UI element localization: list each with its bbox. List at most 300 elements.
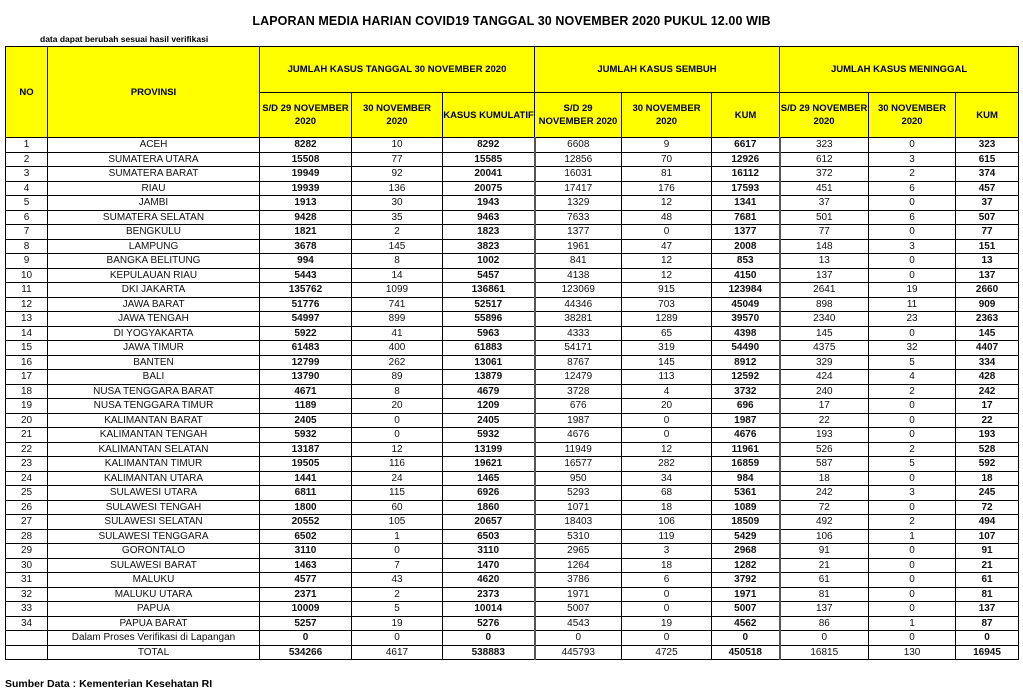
cell-kasus-kum: 8292 bbox=[443, 138, 535, 153]
cell-meninggal-sd: 526 bbox=[780, 442, 869, 457]
cell-sembuh-kum: 1089 bbox=[712, 500, 780, 515]
cell-meninggal-sd: 612 bbox=[780, 152, 869, 167]
cell-no: 33 bbox=[6, 602, 48, 617]
cell-provinsi: JAWA TIMUR bbox=[48, 341, 260, 356]
cell-kasus-sd: 9428 bbox=[260, 210, 352, 225]
table-row bbox=[6, 326, 1019, 341]
cell-sembuh-today: 3 bbox=[622, 544, 712, 559]
cell-kasus-sd: 1189 bbox=[260, 399, 352, 414]
cell-meninggal-sd: 145 bbox=[780, 326, 869, 341]
table-row bbox=[6, 239, 1019, 254]
cell-meninggal-today: 6 bbox=[869, 210, 956, 225]
cell-meninggal-today: 6 bbox=[869, 181, 956, 196]
cell-no: 26 bbox=[6, 500, 48, 515]
cell-meninggal-sd: 193 bbox=[780, 428, 869, 443]
cell-sembuh-today: 0 bbox=[622, 587, 712, 602]
cell-sembuh-today: 1289 bbox=[622, 312, 712, 327]
cell-kasus-today: 105 bbox=[352, 515, 443, 530]
table-row bbox=[6, 631, 1019, 646]
cell-sembuh-kum: 1987 bbox=[712, 413, 780, 428]
cell-kasus-today: 92 bbox=[352, 167, 443, 182]
cell-meninggal-today: 11 bbox=[869, 297, 956, 312]
cell-meninggal-kum: 37 bbox=[956, 196, 1019, 211]
cell-kasus-sd: 6502 bbox=[260, 529, 352, 544]
cell-meninggal-sd: 424 bbox=[780, 370, 869, 385]
cell-no: 11 bbox=[6, 283, 48, 298]
table-row bbox=[6, 341, 1019, 356]
cell-provinsi: MALUKU bbox=[48, 573, 260, 588]
cell-meninggal-kum: 193 bbox=[956, 428, 1019, 443]
cell-provinsi: Dalam Proses Verifikasi di Lapangan bbox=[48, 631, 260, 646]
cell-meninggal-kum: 17 bbox=[956, 399, 1019, 414]
cell-sembuh-today: 12 bbox=[622, 442, 712, 457]
cell-kasus-sd: 1800 bbox=[260, 500, 352, 515]
cell-sembuh-today: 20 bbox=[622, 399, 712, 414]
cell-sembuh-sd: 8767 bbox=[535, 355, 622, 370]
cell-meninggal-kum: 18 bbox=[956, 471, 1019, 486]
cell-kasus-today: 14 bbox=[352, 268, 443, 283]
cell-kasus-sd: 5922 bbox=[260, 326, 352, 341]
cell-kasus-sd: 4577 bbox=[260, 573, 352, 588]
cell-meninggal-sd: 137 bbox=[780, 602, 869, 617]
cell-meninggal-today: 5 bbox=[869, 457, 956, 472]
cell-kasus-sd: 2405 bbox=[260, 413, 352, 428]
cell-meninggal-today: 0 bbox=[869, 399, 956, 414]
cell-meninggal-kum: 72 bbox=[956, 500, 1019, 515]
cell-no: 12 bbox=[6, 297, 48, 312]
cell-no: 34 bbox=[6, 616, 48, 631]
cell-meninggal-kum: 4407 bbox=[956, 341, 1019, 356]
cell-sembuh-kum: 5361 bbox=[712, 486, 780, 501]
cell-sembuh-kum: 17593 bbox=[712, 181, 780, 196]
cell-meninggal-kum: 21 bbox=[956, 558, 1019, 573]
cell-sembuh-kum: 3792 bbox=[712, 573, 780, 588]
cell-meninggal-sd: 0 bbox=[780, 631, 869, 646]
cell-kasus-today: 41 bbox=[352, 326, 443, 341]
cell-kasus-sd: 15508 bbox=[260, 152, 352, 167]
cell-kasus-sd: 2371 bbox=[260, 587, 352, 602]
cell-meninggal-kum: 16945 bbox=[956, 645, 1019, 660]
cell-sembuh-kum: 696 bbox=[712, 399, 780, 414]
cell-meninggal-kum: 0 bbox=[956, 631, 1019, 646]
cell-kasus-today: 2 bbox=[352, 225, 443, 240]
cell-kasus-kum: 3823 bbox=[443, 239, 535, 254]
cell-no: 3 bbox=[6, 167, 48, 182]
cell-kasus-today: 12 bbox=[352, 442, 443, 457]
cell-no: 5 bbox=[6, 196, 48, 211]
table-row bbox=[6, 254, 1019, 269]
cell-meninggal-kum: 2660 bbox=[956, 283, 1019, 298]
cell-no: 17 bbox=[6, 370, 48, 385]
cell-provinsi: SUMATERA UTARA bbox=[48, 152, 260, 167]
cell-kasus-today: 8 bbox=[352, 254, 443, 269]
table-row bbox=[6, 515, 1019, 530]
cell-sembuh-sd: 5007 bbox=[535, 602, 622, 617]
cell-meninggal-sd: 492 bbox=[780, 515, 869, 530]
table-row bbox=[6, 442, 1019, 457]
cell-kasus-kum: 5963 bbox=[443, 326, 535, 341]
cell-sembuh-today: 0 bbox=[622, 631, 712, 646]
cell-kasus-today: 1099 bbox=[352, 283, 443, 298]
cell-meninggal-today: 2 bbox=[869, 167, 956, 182]
cell-meninggal-kum: 77 bbox=[956, 225, 1019, 240]
cell-kasus-today: 4617 bbox=[352, 645, 443, 660]
cell-sembuh-today: 145 bbox=[622, 355, 712, 370]
cell-provinsi: JAMBI bbox=[48, 196, 260, 211]
cell-kasus-kum: 1860 bbox=[443, 500, 535, 515]
cell-kasus-sd: 61483 bbox=[260, 341, 352, 356]
cell-kasus-sd: 1441 bbox=[260, 471, 352, 486]
cell-sembuh-kum: 0 bbox=[712, 631, 780, 646]
cell-provinsi: MALUKU UTARA bbox=[48, 587, 260, 602]
cell-sembuh-kum: 4676 bbox=[712, 428, 780, 443]
cell-meninggal-today: 0 bbox=[869, 471, 956, 486]
cell-provinsi: KALIMANTAN BARAT bbox=[48, 413, 260, 428]
cell-sembuh-kum: 450518 bbox=[712, 645, 780, 660]
table-row bbox=[6, 297, 1019, 312]
cell-sembuh-sd: 123069 bbox=[535, 283, 622, 298]
cell-kasus-kum: 1470 bbox=[443, 558, 535, 573]
cell-meninggal-sd: 81 bbox=[780, 587, 869, 602]
table-row bbox=[6, 558, 1019, 573]
cell-sembuh-today: 9 bbox=[622, 138, 712, 153]
cell-no: 21 bbox=[6, 428, 48, 443]
cell-sembuh-kum: 3732 bbox=[712, 384, 780, 399]
cell-kasus-kum: 20075 bbox=[443, 181, 535, 196]
cell-sembuh-today: 0 bbox=[622, 428, 712, 443]
cell-no: 6 bbox=[6, 210, 48, 225]
cell-provinsi: SULAWESI UTARA bbox=[48, 486, 260, 501]
cell-provinsi: NUSA TENGGARA TIMUR bbox=[48, 399, 260, 414]
cell-provinsi: SULAWESI SELATAN bbox=[48, 515, 260, 530]
cell-meninggal-sd: 77 bbox=[780, 225, 869, 240]
cell-kasus-kum: 3110 bbox=[443, 544, 535, 559]
table-row bbox=[6, 210, 1019, 225]
cell-meninggal-sd: 72 bbox=[780, 500, 869, 515]
cell-provinsi: PAPUA bbox=[48, 602, 260, 617]
cell-sembuh-today: 65 bbox=[622, 326, 712, 341]
cell-kasus-today: 77 bbox=[352, 152, 443, 167]
cell-meninggal-today: 3 bbox=[869, 152, 956, 167]
cell-meninggal-kum: 81 bbox=[956, 587, 1019, 602]
cell-sembuh-today: 70 bbox=[622, 152, 712, 167]
cell-sembuh-kum: 6617 bbox=[712, 138, 780, 153]
cell-kasus-sd: 1821 bbox=[260, 225, 352, 240]
cell-kasus-sd: 19939 bbox=[260, 181, 352, 196]
table-row bbox=[6, 181, 1019, 196]
cell-sembuh-kum: 12926 bbox=[712, 152, 780, 167]
cell-kasus-today: 899 bbox=[352, 312, 443, 327]
cell-meninggal-sd: 242 bbox=[780, 486, 869, 501]
cell-kasus-sd: 5443 bbox=[260, 268, 352, 283]
cell-sembuh-sd: 16031 bbox=[535, 167, 622, 182]
cell-meninggal-today: 19 bbox=[869, 283, 956, 298]
cell-no: 22 bbox=[6, 442, 48, 457]
cell-meninggal-sd: 106 bbox=[780, 529, 869, 544]
cell-kasus-today: 30 bbox=[352, 196, 443, 211]
cell-kasus-sd: 19505 bbox=[260, 457, 352, 472]
cell-kasus-sd: 13790 bbox=[260, 370, 352, 385]
cell-meninggal-kum: 137 bbox=[956, 602, 1019, 617]
cell-meninggal-sd: 240 bbox=[780, 384, 869, 399]
cell-meninggal-today: 130 bbox=[869, 645, 956, 660]
cell-no: 23 bbox=[6, 457, 48, 472]
cell-meninggal-kum: 428 bbox=[956, 370, 1019, 385]
cell-kasus-sd: 1463 bbox=[260, 558, 352, 573]
cell-kasus-today: 19 bbox=[352, 616, 443, 631]
cell-no: 9 bbox=[6, 254, 48, 269]
cell-kasus-sd: 54997 bbox=[260, 312, 352, 327]
cell-kasus-kum: 5457 bbox=[443, 268, 535, 283]
cell-meninggal-kum: 91 bbox=[956, 544, 1019, 559]
cell-no: 31 bbox=[6, 573, 48, 588]
cell-meninggal-today: 3 bbox=[869, 239, 956, 254]
cell-sembuh-kum: 5007 bbox=[712, 602, 780, 617]
cell-kasus-sd: 3678 bbox=[260, 239, 352, 254]
table-row bbox=[6, 602, 1019, 617]
table-row bbox=[6, 167, 1019, 182]
cell-sembuh-sd: 4333 bbox=[535, 326, 622, 341]
cell-kasus-kum: 52517 bbox=[443, 297, 535, 312]
cell-kasus-today: 24 bbox=[352, 471, 443, 486]
cell-meninggal-today: 0 bbox=[869, 573, 956, 588]
cell-meninggal-sd: 898 bbox=[780, 297, 869, 312]
cell-sembuh-kum: 1971 bbox=[712, 587, 780, 602]
cell-meninggal-kum: 61 bbox=[956, 573, 1019, 588]
header-sembuh-kum: KUM bbox=[712, 93, 780, 138]
cell-kasus-today: 2 bbox=[352, 587, 443, 602]
cell-sembuh-kum: 4398 bbox=[712, 326, 780, 341]
cell-sembuh-sd: 18403 bbox=[535, 515, 622, 530]
cell-sembuh-sd: 5310 bbox=[535, 529, 622, 544]
cell-sembuh-sd: 7633 bbox=[535, 210, 622, 225]
cell-sembuh-kum: 39570 bbox=[712, 312, 780, 327]
cell-kasus-sd: 1913 bbox=[260, 196, 352, 211]
cell-meninggal-today: 0 bbox=[869, 500, 956, 515]
cell-no: 29 bbox=[6, 544, 48, 559]
cell-kasus-kum: 4679 bbox=[443, 384, 535, 399]
cell-sembuh-kum: 1282 bbox=[712, 558, 780, 573]
cell-kasus-kum: 2373 bbox=[443, 587, 535, 602]
cell-meninggal-kum: 242 bbox=[956, 384, 1019, 399]
header-kasus-today: 30 NOVEMBER 2020 bbox=[352, 93, 443, 138]
cell-sembuh-today: 0 bbox=[622, 413, 712, 428]
cell-kasus-today: 0 bbox=[352, 413, 443, 428]
cell-meninggal-sd: 323 bbox=[780, 138, 869, 153]
cell-kasus-kum: 9463 bbox=[443, 210, 535, 225]
cell-provinsi: ACEH bbox=[48, 138, 260, 153]
cell-meninggal-sd: 329 bbox=[780, 355, 869, 370]
table-row bbox=[6, 370, 1019, 385]
cell-meninggal-sd: 137 bbox=[780, 268, 869, 283]
cell-meninggal-today: 0 bbox=[869, 544, 956, 559]
cell-meninggal-today: 0 bbox=[869, 268, 956, 283]
cell-no: 14 bbox=[6, 326, 48, 341]
cell-no: 13 bbox=[6, 312, 48, 327]
cell-meninggal-kum: 137 bbox=[956, 268, 1019, 283]
cell-kasus-kum: 20657 bbox=[443, 515, 535, 530]
cell-sembuh-sd: 1264 bbox=[535, 558, 622, 573]
cell-sembuh-today: 119 bbox=[622, 529, 712, 544]
cell-sembuh-today: 915 bbox=[622, 283, 712, 298]
cell-meninggal-sd: 18 bbox=[780, 471, 869, 486]
cell-kasus-sd: 13187 bbox=[260, 442, 352, 457]
cell-sembuh-today: 6 bbox=[622, 573, 712, 588]
cell-no: 27 bbox=[6, 515, 48, 530]
cell-kasus-sd: 12799 bbox=[260, 355, 352, 370]
cell-sembuh-today: 19 bbox=[622, 616, 712, 631]
cell-meninggal-kum: 22 bbox=[956, 413, 1019, 428]
cell-sembuh-today: 703 bbox=[622, 297, 712, 312]
cell-provinsi: JAWA TENGAH bbox=[48, 312, 260, 327]
cell-meninggal-kum: 13 bbox=[956, 254, 1019, 269]
cell-sembuh-today: 282 bbox=[622, 457, 712, 472]
cell-sembuh-kum: 1377 bbox=[712, 225, 780, 240]
cell-sembuh-today: 18 bbox=[622, 558, 712, 573]
cell-sembuh-today: 68 bbox=[622, 486, 712, 501]
cell-kasus-kum: 2405 bbox=[443, 413, 535, 428]
cell-provinsi: BANTEN bbox=[48, 355, 260, 370]
cell-meninggal-sd: 91 bbox=[780, 544, 869, 559]
cell-sembuh-today: 12 bbox=[622, 254, 712, 269]
table-body bbox=[6, 138, 1019, 660]
cell-sembuh-today: 4725 bbox=[622, 645, 712, 660]
cell-sembuh-today: 4 bbox=[622, 384, 712, 399]
cell-kasus-kum: 4620 bbox=[443, 573, 535, 588]
cell-meninggal-sd: 16815 bbox=[780, 645, 869, 660]
cell-kasus-today: 136 bbox=[352, 181, 443, 196]
table-row bbox=[6, 225, 1019, 240]
cell-provinsi: NUSA TENGGARA BARAT bbox=[48, 384, 260, 399]
cell-kasus-kum: 1943 bbox=[443, 196, 535, 211]
cell-kasus-kum: 55896 bbox=[443, 312, 535, 327]
cell-sembuh-sd: 38281 bbox=[535, 312, 622, 327]
cell-meninggal-kum: 507 bbox=[956, 210, 1019, 225]
covid-report-table bbox=[5, 46, 1019, 660]
cell-kasus-today: 7 bbox=[352, 558, 443, 573]
cell-kasus-kum: 1823 bbox=[443, 225, 535, 240]
cell-kasus-today: 262 bbox=[352, 355, 443, 370]
cell-provinsi: KALIMANTAN SELATAN bbox=[48, 442, 260, 457]
cell-sembuh-kum: 16859 bbox=[712, 457, 780, 472]
cell-meninggal-sd: 587 bbox=[780, 457, 869, 472]
cell-sembuh-sd: 44346 bbox=[535, 297, 622, 312]
cell-sembuh-kum: 7681 bbox=[712, 210, 780, 225]
cell-kasus-kum: 1002 bbox=[443, 254, 535, 269]
table-row bbox=[6, 152, 1019, 167]
cell-sembuh-sd: 676 bbox=[535, 399, 622, 414]
cell-no: 24 bbox=[6, 471, 48, 486]
cell-no: 2 bbox=[6, 152, 48, 167]
cell-no: 20 bbox=[6, 413, 48, 428]
cell-sembuh-today: 48 bbox=[622, 210, 712, 225]
cell-sembuh-sd: 17417 bbox=[535, 181, 622, 196]
cell-meninggal-sd: 17 bbox=[780, 399, 869, 414]
cell-provinsi: PAPUA BARAT bbox=[48, 616, 260, 631]
report-title: LAPORAN MEDIA HARIAN COVID19 TANGGAL 30 NOVEMBER 2020 PUKUL 12.00 WIB bbox=[252, 14, 771, 28]
cell-kasus-kum: 5932 bbox=[443, 428, 535, 443]
cell-kasus-kum: 0 bbox=[443, 631, 535, 646]
table-row bbox=[6, 268, 1019, 283]
cell-meninggal-kum: 528 bbox=[956, 442, 1019, 457]
cell-kasus-kum: 13199 bbox=[443, 442, 535, 457]
cell-meninggal-today: 0 bbox=[869, 254, 956, 269]
cell-meninggal-kum: 909 bbox=[956, 297, 1019, 312]
cell-meninggal-sd: 2340 bbox=[780, 312, 869, 327]
cell-sembuh-today: 34 bbox=[622, 471, 712, 486]
cell-kasus-today: 0 bbox=[352, 631, 443, 646]
cell-no: 25 bbox=[6, 486, 48, 501]
cell-meninggal-kum: 374 bbox=[956, 167, 1019, 182]
cell-meninggal-today: 0 bbox=[869, 587, 956, 602]
cell-meninggal-today: 4 bbox=[869, 370, 956, 385]
cell-sembuh-sd: 16577 bbox=[535, 457, 622, 472]
cell-kasus-sd: 0 bbox=[260, 631, 352, 646]
cell-sembuh-today: 319 bbox=[622, 341, 712, 356]
cell-no: 16 bbox=[6, 355, 48, 370]
cell-sembuh-kum: 5429 bbox=[712, 529, 780, 544]
cell-sembuh-sd: 3786 bbox=[535, 573, 622, 588]
table-row bbox=[6, 355, 1019, 370]
table-row bbox=[6, 587, 1019, 602]
cell-sembuh-today: 18 bbox=[622, 500, 712, 515]
cell-sembuh-today: 0 bbox=[622, 602, 712, 617]
cell-kasus-today: 741 bbox=[352, 297, 443, 312]
cell-meninggal-kum: 323 bbox=[956, 138, 1019, 153]
cell-sembuh-kum: 4150 bbox=[712, 268, 780, 283]
cell-kasus-today: 0 bbox=[352, 428, 443, 443]
cell-kasus-sd: 10009 bbox=[260, 602, 352, 617]
cell-sembuh-kum: 54490 bbox=[712, 341, 780, 356]
cell-no: 30 bbox=[6, 558, 48, 573]
cell-meninggal-today: 0 bbox=[869, 602, 956, 617]
cell-provinsi: KALIMANTAN UTARA bbox=[48, 471, 260, 486]
cell-meninggal-kum: 494 bbox=[956, 515, 1019, 530]
cell-kasus-today: 115 bbox=[352, 486, 443, 501]
cell-meninggal-kum: 145 bbox=[956, 326, 1019, 341]
cell-provinsi: LAMPUNG bbox=[48, 239, 260, 254]
cell-sembuh-kum: 853 bbox=[712, 254, 780, 269]
table-row bbox=[6, 486, 1019, 501]
cell-meninggal-today: 0 bbox=[869, 326, 956, 341]
cell-meninggal-today: 5 bbox=[869, 355, 956, 370]
cell-kasus-today: 145 bbox=[352, 239, 443, 254]
cell-kasus-kum: 15585 bbox=[443, 152, 535, 167]
cell-sembuh-kum: 12592 bbox=[712, 370, 780, 385]
cell-sembuh-sd: 12479 bbox=[535, 370, 622, 385]
header-provinsi: PROVINSI bbox=[48, 47, 260, 138]
cell-provinsi: BENGKULU bbox=[48, 225, 260, 240]
cell-kasus-sd: 5257 bbox=[260, 616, 352, 631]
cell-kasus-kum: 13061 bbox=[443, 355, 535, 370]
cell-sembuh-sd: 4543 bbox=[535, 616, 622, 631]
table-row bbox=[6, 428, 1019, 443]
table-row bbox=[6, 196, 1019, 211]
cell-kasus-today: 20 bbox=[352, 399, 443, 414]
cell-sembuh-sd: 0 bbox=[535, 631, 622, 646]
cell-kasus-sd: 135762 bbox=[260, 283, 352, 298]
cell-no: 8 bbox=[6, 239, 48, 254]
table-row bbox=[6, 544, 1019, 559]
cell-sembuh-kum: 16112 bbox=[712, 167, 780, 182]
cell-kasus-kum: 6926 bbox=[443, 486, 535, 501]
table-row bbox=[6, 616, 1019, 631]
cell-provinsi: DKI JAKARTA bbox=[48, 283, 260, 298]
table-row bbox=[6, 457, 1019, 472]
table-row bbox=[6, 283, 1019, 298]
cell-kasus-kum: 136861 bbox=[443, 283, 535, 298]
cell-sembuh-kum: 1341 bbox=[712, 196, 780, 211]
